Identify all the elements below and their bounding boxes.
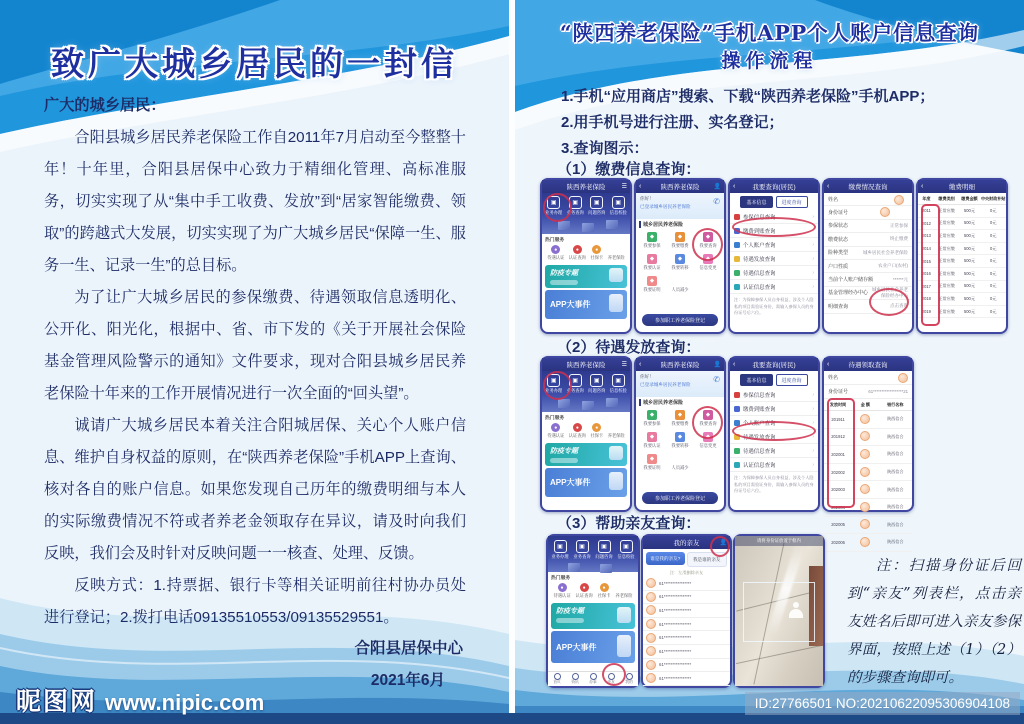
- payment-detail-row: 2017 正常应缴 500元 0元: [918, 280, 1006, 293]
- letter-paragraphs: [44, 122, 466, 634]
- chevron-right-icon: ›: [812, 255, 814, 262]
- service-icon: ●: [573, 245, 582, 254]
- chevron-right-icon: ›: [812, 391, 814, 398]
- sticker: [860, 431, 870, 441]
- red-circle-annotation: [543, 193, 572, 222]
- app-function-icon: ▣: [612, 196, 625, 209]
- guide-title-line2: 操作流程: [721, 50, 818, 72]
- relative-row[interactable]: 61****************: [643, 591, 730, 605]
- service-grid-icon: ◆: [647, 454, 657, 464]
- person-silhouette-icon: [789, 602, 803, 618]
- section-label-payment-query: （1）缴费信息查询：: [557, 161, 701, 178]
- list-item-icon: [734, 214, 740, 220]
- screenshot-app-home-2: 陕西养老保险 ☰ ▣ 业务办理 ▣ 业务查询 ▣ 问题咨询 ▣ 信息校验 热门服务 ● 待遇认证 ● 认证查询 ● 社保卡 ● 养老保险 防疫专题 APP大事件: [540, 356, 632, 512]
- whose-relative-am-i-button[interactable]: 我是谁的亲友: [687, 552, 728, 567]
- list-item-icon: [734, 448, 740, 454]
- benefit-row: 202004 陕西信合: [824, 498, 912, 516]
- sticker: [860, 519, 870, 529]
- bottom-nav-item[interactable]: 首页: [553, 673, 561, 686]
- hot-service-item[interactable]: ● 认证查询: [575, 584, 593, 598]
- sticker: [646, 633, 656, 643]
- employee-pension-register-button[interactable]: 参加职工养老保险登记: [642, 314, 718, 326]
- sticker: [860, 537, 870, 547]
- sticker: [646, 605, 656, 615]
- hamburger-icon[interactable]: ☰: [621, 183, 627, 190]
- field-row: 参保状态 正常参保: [824, 220, 912, 233]
- bottom-nav-item[interactable]: 我的: [625, 673, 633, 686]
- privacy-note: 注：为保障参保人员自身权益，涉及个人隐私的项目需验证身份，需输入参保人员的身份证号后六位。: [734, 297, 814, 316]
- letter-signature: 合阳县居保中心: [354, 640, 463, 657]
- app-title: 陕西养老保险: [566, 184, 606, 191]
- screenshot-query-list-2: ‹ 我要查询(居民) 基本信息 进度查询 参保信息查询 › 缴费到账查询 › 个人账户查询 › 待遇发放查询 › 待遇信息查询 › 认证信息查询 › 注：为保障参保人员自身权益，涉及个人隐私的项目需验证身份，需输入参保人员的身份证号后六位。: [728, 356, 820, 512]
- hot-service-item[interactable]: ● 养老保险: [607, 424, 625, 438]
- field-row: 缴费状态 终止缴费: [824, 233, 912, 246]
- hot-services: [545, 245, 627, 261]
- letter-paragraph: 诚请广大城乡居民本着关注合阳城居保、关心个人账户信息、维护自身权益的原则，在“陕西养老保险”手机APP上查询、核对各自的账户信息。如果您发现自己历年的缴费明细与本人的实际缴费情况不符或者养老金领取存在异议，请及时向我们反映，我们会及时针对反映问题一一核查、处理、反馈。: [44, 417, 466, 562]
- benefit-row: 202003 陕西信合: [824, 481, 912, 499]
- home-quick-action[interactable]: ▣ 业务办理: [545, 196, 562, 216]
- app-function-icon: ▣: [554, 540, 567, 553]
- chevron-right-icon: ›: [812, 405, 814, 412]
- red-circle-annotation: [869, 288, 909, 316]
- guide-step: 2.用手机号进行注册、实名登记；: [561, 114, 784, 131]
- service-grid-item[interactable]: ◆ 我要查询: [699, 234, 717, 248]
- service-grid-icon: ◆: [647, 276, 657, 286]
- payment-detail-table: 年度 缴费类别 缴费金额 中央财政补贴 2011 正常应缴 500元 0元 2012 正常应缴 500元 0元 2013 正常应缴 500元 0元 2014 正常应缴 500元 0元 2015 正常应缴 500元 0元 2016 正常应缴 500元 0元 2017 正常应缴 500元 0元 2018 正常应缴 500元 0元 2019 正常应缴 500元 0元: [918, 193, 1006, 318]
- back-icon[interactable]: ‹: [733, 183, 736, 190]
- service-grid-icon: ◆: [675, 410, 685, 420]
- chevron-right-icon: ›: [812, 241, 814, 248]
- service-grid-item[interactable]: ◆ 我要证明: [643, 278, 661, 292]
- tab-basic-info[interactable]: 基本信息: [740, 196, 772, 208]
- payment-detail-row: 2013 正常应缴 500元 0元: [918, 230, 1006, 243]
- benefit-row: 202006 陕西信合: [824, 534, 912, 552]
- list-item-icon: [734, 392, 740, 398]
- service-grid-icon: ◆: [677, 456, 683, 462]
- home-quick-action[interactable]: ▣ 业务查询: [567, 374, 584, 394]
- back-icon[interactable]: ‹: [733, 361, 736, 368]
- guide-title-line1: “陕西养老保险”手机APP个人账户信息查询: [559, 21, 980, 45]
- sticker: [860, 502, 870, 512]
- field-row: 险种类型 城乡居民社会养老保险: [824, 247, 912, 260]
- guide-step: 1.手机“应用商店”搜索、下载“陕西养老保险”手机APP；: [561, 88, 935, 105]
- letter-paragraph: 合阳县城乡居民养老保险工作自2011年7月启动至今整整十年！十年里，合阳县居保中心致力于精细化管理、高标准服务，切实实现了从“集中手工收费、发放”到“居家智能缴费、领取”的跨越式大发展，切实实现了为广大城乡居民“保障一生、服务一生、记录一生”的总目标。: [44, 129, 466, 274]
- letter-date: 2021年6月: [370, 672, 445, 689]
- profile-icon[interactable]: 👤: [713, 183, 721, 190]
- banner-epidemic[interactable]: 防疫专题: [545, 265, 627, 288]
- relatives-list: [643, 577, 730, 686]
- payment-detail-row: 2018 正常应缴 500元 0元: [918, 293, 1006, 306]
- banner-app-events[interactable]: APP大事件: [551, 631, 635, 663]
- bottom-nav-item[interactable]: 办事: [589, 673, 597, 686]
- app-function-icon: ▣: [576, 540, 589, 553]
- nipic-watermark: [16, 682, 264, 718]
- service-grid-item[interactable]: ◆ 我要参保: [643, 412, 661, 426]
- back-icon[interactable]: ‹: [827, 361, 830, 368]
- query-list-item[interactable]: 认证信息查询 ›: [730, 458, 818, 472]
- red-box-annotation: [827, 398, 855, 508]
- sticker: [860, 414, 870, 424]
- service-grid-item[interactable]: ◆ 我要证明: [643, 456, 661, 470]
- letter-body: [44, 90, 466, 634]
- service-grid-item[interactable]: ◆ 我要转移: [671, 256, 689, 270]
- masked-id: 61******************21: [868, 389, 908, 394]
- chevron-right-icon: ›: [812, 283, 814, 290]
- red-circle-annotation: [602, 663, 626, 686]
- guide-step: 3.查询图示：: [561, 140, 649, 157]
- chevron-right-icon: ›: [812, 461, 814, 468]
- login-status: 已登录城乡居民养老保险: [640, 204, 691, 209]
- relative-row[interactable]: 61****************: [643, 577, 730, 591]
- home-quick-action[interactable]: ▣ 信息校验: [610, 374, 627, 394]
- service-icon: ●: [558, 583, 567, 592]
- sticker: [894, 195, 904, 205]
- service-grid-icon: ◆: [675, 254, 685, 264]
- service-grid-item[interactable]: ◆ 我要认证: [643, 434, 661, 448]
- service-grid-item[interactable]: ◆ 我要查询: [699, 412, 717, 426]
- service-icon: ●: [573, 423, 582, 432]
- benefit-table: 发放时间 金 额 银行名称 201911 陕西信合 201912 陕西信合 202001 陕西信合 202002 陕西信合 202003 陕西信合 202004 陕西信合 202005 陕西信合 202006 陕西信合: [824, 399, 912, 552]
- screenshot-my-relatives: 我的亲友 👤 谁是我的亲友? 我是谁的亲友 注：左滑删除亲友 61**************** 61**************** 61**************** 61**************** 61**************** 61**************** 61**************** 61****************: [641, 534, 732, 688]
- nav-icon: [626, 673, 633, 680]
- screenshot-benefit-query: ‹ 待遇领取查询 姓名 身份证号 61******************21 发放时间 金 额 银行名称 201911 陕西信合 201912 陕西信合 202001 陕西信合 202002 陕西信合 202003 陕西信合 202004 陕西信合 202005 陕西信合 202006 陕西信合: [822, 356, 914, 512]
- hamburger-icon[interactable]: ☰: [621, 361, 627, 368]
- sticker: [646, 592, 656, 602]
- hot-service-item[interactable]: ● 社保卡: [597, 584, 611, 598]
- guide-steps: [561, 88, 934, 166]
- service-icon: ●: [600, 583, 609, 592]
- service-grid-icon: ◆: [675, 232, 685, 242]
- payment-detail-row: 2016 正常应缴 500元 0元: [918, 267, 1006, 280]
- tab-progress-query[interactable]: 进度查询: [776, 196, 808, 208]
- list-item-icon: [734, 406, 740, 412]
- service-grid-icon: ◆: [703, 254, 713, 264]
- benefit-row: 202005 陕西信合: [824, 516, 912, 534]
- relative-row[interactable]: 61****************: [643, 631, 730, 645]
- phone-icon[interactable]: ✆: [713, 197, 720, 206]
- service-grid-item[interactable]: ◆ 信息变更: [699, 434, 717, 448]
- red-box-annotation: [921, 204, 940, 326]
- query-list-item[interactable]: 认证信息查询 ›: [730, 280, 818, 294]
- query-list-item[interactable]: 待遇信息查询 ›: [730, 266, 818, 280]
- hot-service-item[interactable]: ● 社保卡: [590, 424, 604, 438]
- sticker: [646, 673, 656, 683]
- app-function-icon: ▣: [590, 196, 603, 209]
- query-list-item[interactable]: 待遇发放查询 ›: [730, 430, 818, 444]
- query-list-item[interactable]: 待遇信息查询 ›: [730, 444, 818, 458]
- list-item-icon: [734, 242, 740, 248]
- query-list-item[interactable]: 参保信息查询 ›: [730, 210, 818, 224]
- sticker: [646, 619, 656, 629]
- payment-detail-row: 2014 正常应缴 500元 0元: [918, 242, 1006, 255]
- hot-service-item[interactable]: ● 待遇认证: [547, 424, 565, 438]
- hot-service-item[interactable]: ● 待遇认证: [553, 584, 571, 598]
- section-label-friend-query: （3）帮助亲友查询：: [557, 515, 701, 532]
- app-function-icon: ▣: [569, 196, 582, 209]
- banner-epidemic[interactable]: 防疫专题: [545, 443, 627, 466]
- field-row: 身份证号: [824, 206, 912, 219]
- nipic-url: www.nipic.com: [105, 690, 265, 715]
- service-grid-item[interactable]: ◆ 我要转移: [671, 434, 689, 448]
- relative-row[interactable]: 61****************: [643, 659, 730, 673]
- swipe-delete-note: 注：左滑删除亲友: [669, 570, 704, 575]
- service-grid-item[interactable]: ◆ 我要认证: [643, 256, 661, 270]
- home-quick-action[interactable]: ▣ 业务办理: [545, 374, 562, 394]
- app-function-icon: ▣: [620, 540, 633, 553]
- service-grid-icon: ◆: [647, 432, 657, 442]
- tab-basic-info[interactable]: 基本信息: [740, 374, 772, 386]
- payment-detail-row: 2015 正常应缴 500元 0元: [918, 255, 1006, 268]
- sticker: [860, 484, 870, 494]
- chevron-right-icon: ›: [812, 227, 814, 234]
- hot-service-item[interactable]: ● 社保卡: [590, 246, 604, 260]
- section-label-benefit-query: （2）待遇发放查询：: [557, 339, 701, 356]
- field-row: 基金管理经办中心 城乡居民社会养老保险经办中心: [824, 287, 912, 300]
- page-divider: [509, 0, 515, 724]
- service-grid-icon: ◆: [703, 232, 713, 242]
- service-icon: ●: [580, 583, 589, 592]
- service-grid-item[interactable]: ◆ 我要缴费: [671, 234, 689, 248]
- field-row: 户口性质 农业户口(农村): [824, 260, 912, 273]
- home-quick-action[interactable]: ▣ 问题咨询: [588, 374, 605, 394]
- nav-icon: [572, 673, 579, 680]
- hot-service-item[interactable]: ● 认证查询: [568, 424, 586, 438]
- app-function-icon: ▣: [590, 374, 603, 387]
- red-circle-annotation: [543, 371, 572, 400]
- query-list-item[interactable]: 个人账户查询 ›: [730, 416, 818, 430]
- screenshot-app-home-1: [540, 178, 632, 334]
- list-item-icon: [734, 256, 740, 262]
- tab-progress-query[interactable]: 进度查询: [776, 374, 808, 386]
- banner-app-events[interactable]: APP大事件: [545, 290, 627, 319]
- letter-title: 致广大城乡居民的一封信: [51, 44, 458, 83]
- banner-epidemic[interactable]: 防疫专题: [551, 603, 635, 629]
- sticker: [646, 660, 656, 670]
- benefit-row: 202001 陕西信合: [824, 446, 912, 464]
- back-icon[interactable]: ‹: [639, 361, 642, 368]
- query-list-item[interactable]: 待遇发放查询 ›: [730, 252, 818, 266]
- app-function-icon: ▣: [547, 196, 560, 209]
- service-grid-item[interactable]: ◆ 人员减少: [671, 278, 689, 292]
- query-list-item[interactable]: 个人账户查询 ›: [730, 238, 818, 252]
- service-icon: ●: [614, 424, 618, 431]
- home-quick-action[interactable]: ▣ 业务查询: [567, 196, 584, 216]
- app-function-icon: ▣: [569, 374, 582, 387]
- service-grid-item[interactable]: ◆ 人员减少: [671, 456, 689, 470]
- add-relative-icon[interactable]: 👤: [719, 539, 727, 546]
- payment-detail-row: 2011 正常应缴 500元 0元: [918, 205, 1006, 218]
- bottom-nav-item[interactable]: 亲友: [607, 673, 615, 686]
- service-grid-icon: ◆: [677, 278, 683, 284]
- home-quick-action[interactable]: ▣ 业务查询: [573, 540, 590, 560]
- sticker: [860, 449, 870, 459]
- app-function-icon: ▣: [547, 374, 560, 387]
- home-quick-action[interactable]: ▣ 信息校验: [610, 196, 627, 216]
- hot-service-item[interactable]: ● 养老保险: [615, 584, 633, 598]
- letter-paragraph: 反映方式：1.持票据、银行卡等相关证明前往村协办员处进行登记；2.拨打电话09135510553/09135529551。: [44, 577, 466, 626]
- app-function-icon: ▣: [598, 540, 611, 553]
- screenshot-services-menu-2: ‹ 陕西养老保险 👤 你好！ 已登录城乡居民养老保险 ✆ 城乡居民养老保险 ◆ 我要参保 ◆ 我要缴费 ◆ 我要查询 ◆ 我要认证 ◆ 我要转移 ◆ 信息变更 ◆ 我要证明 ◆ 人员减少 参加职工养老保险登记: [634, 356, 726, 512]
- nav-icon: [554, 673, 561, 680]
- service-grid-icon: ◆: [675, 432, 685, 442]
- hot-services-label: 热门服务: [545, 238, 565, 243]
- field-row: 明细查询 点击查询: [824, 300, 912, 313]
- scan-hint: 请将身份证放置于框内: [735, 536, 823, 546]
- query-list-item[interactable]: 参保信息查询 ›: [730, 388, 818, 402]
- greeting-area: 你好！ 已登录城乡居民养老保险 ✆: [636, 193, 724, 219]
- service-icon: ●: [622, 584, 626, 591]
- image-id-watermark: ID:27766501 NO:20210622095306904108: [745, 692, 1020, 715]
- red-circle-annotation: [692, 228, 723, 261]
- chevron-right-icon: ›: [812, 213, 814, 220]
- chevron-right-icon: ›: [812, 269, 814, 276]
- service-grid-item[interactable]: ◆ 我要参保: [643, 234, 661, 248]
- red-circle-annotation: [692, 406, 723, 439]
- relative-row[interactable]: 61****************: [643, 672, 730, 686]
- service-icon: ●: [592, 245, 601, 254]
- service-grid-item[interactable]: ◆ 信息变更: [699, 256, 717, 270]
- screenshot-query-list-1: ‹ 我要查询(居民) 基本信息 进度查询 参保信息查询 › 缴费到账查询 › 个人账户查询 › 待遇发放查询 › 待遇信息查询 › 认证信息查询 › 注：为保障参保人员自身权益，涉及个人隐私的项目需验证身份，需输入参保人员的身份证号后六位。: [728, 178, 820, 334]
- letter-salutation: 广大的城乡居民：: [44, 97, 166, 114]
- relative-row[interactable]: 61****************: [643, 645, 730, 659]
- nav-icon: [590, 673, 597, 680]
- profile-icon[interactable]: 👤: [713, 361, 721, 368]
- screenshot-id-scan: [733, 534, 825, 688]
- screenshot-payment-status: ‹ 缴费情况查询 姓名 身份证号 参保状态 正常参保 缴费状态 终止缴费 险种类型 城乡居民社会养老保险 户口性质 农业户口(农村) 当前个人账户储存额 ******元 基金管理经办中心 城乡居民社会养老保险经办中心 明细查询 点击查询: [822, 178, 914, 334]
- scan-frame: [743, 582, 815, 642]
- service-icon: ●: [614, 246, 618, 253]
- banner-app-events[interactable]: APP大事件: [545, 468, 627, 497]
- relative-row[interactable]: 61****************: [643, 604, 730, 618]
- nipic-logo: 昵图网: [16, 688, 98, 716]
- hot-service-item[interactable]: ● 认证查询: [568, 246, 586, 260]
- scan-instruction-note: 注：扫描身份证后回到“亲友”列表栏，点击亲友姓名后即可进入亲友参保界面，按照上述（1）（2）的步骤查询即可。: [847, 558, 1021, 686]
- letter-paragraph: 为了让广大城乡居民的参保缴费、待遇领取信息透明化、公开化、阳光化，根据中、省、市下发的《关于开展社会保险基金管理风险警示的通知》文件要求，现对合阳县城乡居民养老保险十年来的工作开展情况进行一次全面的“回头望”。: [44, 289, 466, 402]
- bottom-nav-item[interactable]: 资讯: [571, 673, 579, 686]
- benefit-row: 201912 陕西信合: [824, 428, 912, 446]
- menu-section-label: 城乡居民养老保险: [639, 221, 721, 228]
- home-quick-action[interactable]: ▣ 问题咨询: [588, 196, 605, 216]
- benefit-row: 202002 陕西信合: [824, 463, 912, 481]
- letter-page: [0, 0, 509, 724]
- phone-icon[interactable]: ✆: [713, 375, 720, 384]
- red-oval-annotation: [732, 217, 816, 237]
- sticker: [860, 467, 870, 477]
- home-quick-action[interactable]: ▣ 问题咨询: [595, 540, 612, 560]
- red-circle-annotation: [710, 536, 730, 557]
- list-item-icon: [734, 270, 740, 276]
- sticker: [646, 578, 656, 588]
- app-function-icon: ▣: [612, 374, 625, 387]
- sticker: [880, 207, 890, 217]
- service-grid-icon: ◆: [647, 232, 657, 242]
- back-icon[interactable]: ‹: [921, 183, 924, 190]
- service-icon: ●: [551, 423, 560, 432]
- screenshot-payment-detail: ‹ 缴费明细 年度 缴费类别 缴费金额 中央财政补贴 2011 正常应缴 500元 0元 2012 正常应缴 500元 0元 2013 正常应缴 500元 0元 2014 正常应缴 500元 0元 2015 正常应缴 500元 0元 2016 正常应缴 500元 0元 2017 正常应缴 500元 0元 2018 正常应缴 500元 0元 2019 正常应缴 500元 0元: [916, 178, 1008, 334]
- service-grid-icon: ◆: [703, 410, 713, 420]
- home-quick-action[interactable]: ▣ 业务办理: [551, 540, 568, 560]
- who-are-my-relatives-button[interactable]: 谁是我的亲友?: [646, 552, 685, 565]
- query-list-item[interactable]: 缴费到账查询 ›: [730, 224, 818, 238]
- red-oval-annotation: [732, 421, 816, 441]
- back-icon[interactable]: ‹: [639, 183, 642, 190]
- list-item-icon: [734, 284, 740, 290]
- field-row: 姓名: [824, 193, 912, 206]
- chevron-right-icon: ›: [812, 447, 814, 454]
- screenshot-app-home-nav: ▣ 业务办理 ▣ 业务查询 ▣ 问题咨询 ▣ 信息校验 热门服务 ● 待遇认证 ● 认证查询 ● 社保卡 ● 养老保险 防疫专题 APP大事件 首页 资讯 办事 亲友 我的: [546, 534, 640, 688]
- service-grid-icon: ◆: [703, 432, 713, 442]
- payment-detail-row: 2019 正常应缴 500元 0元: [918, 305, 1006, 318]
- query-list-item[interactable]: 缴费到账查询 ›: [730, 402, 818, 416]
- home-quick-action[interactable]: ▣ 信息校验: [617, 540, 634, 560]
- field-row: 当前个人账户储存额 ******元: [824, 273, 912, 286]
- app-guide-page: [515, 0, 1024, 724]
- chevron-right-icon: ›: [812, 419, 814, 426]
- employee-pension-register-button[interactable]: 参加职工养老保险登记: [642, 492, 718, 504]
- relative-row[interactable]: 61****************: [643, 618, 730, 632]
- sticker: [646, 646, 656, 656]
- hot-service-item[interactable]: ● 待遇认证: [547, 246, 565, 260]
- list-item-icon: [734, 462, 740, 468]
- service-grid-item[interactable]: ◆ 我要缴费: [671, 412, 689, 426]
- back-icon[interactable]: ‹: [827, 183, 830, 190]
- hot-service-item[interactable]: ● 养老保险: [607, 246, 625, 260]
- payment-detail-row: 2012 正常应缴 500元 0元: [918, 217, 1006, 230]
- service-grid-icon: ◆: [647, 410, 657, 420]
- service-grid-icon: ◆: [647, 254, 657, 264]
- benefit-row: 201911 陕西信合: [824, 411, 912, 429]
- screenshot-services-menu-1: ‹ 陕西养老保险 👤 你好！ 已登录城乡居民养老保险 ✆ 城乡居民养老保险 ◆ 我要参保 ◆ 我要缴费 ◆ 我要查询 ◆ 我要认证 ◆ 我要转移 ◆ 信息变更 ◆ 我要证明 ◆ 人员减少 参加职工养老保险登记: [634, 178, 726, 334]
- service-icon: ●: [592, 423, 601, 432]
- service-icon: ●: [551, 245, 560, 254]
- sticker: [898, 373, 908, 383]
- chevron-right-icon: ›: [812, 433, 814, 440]
